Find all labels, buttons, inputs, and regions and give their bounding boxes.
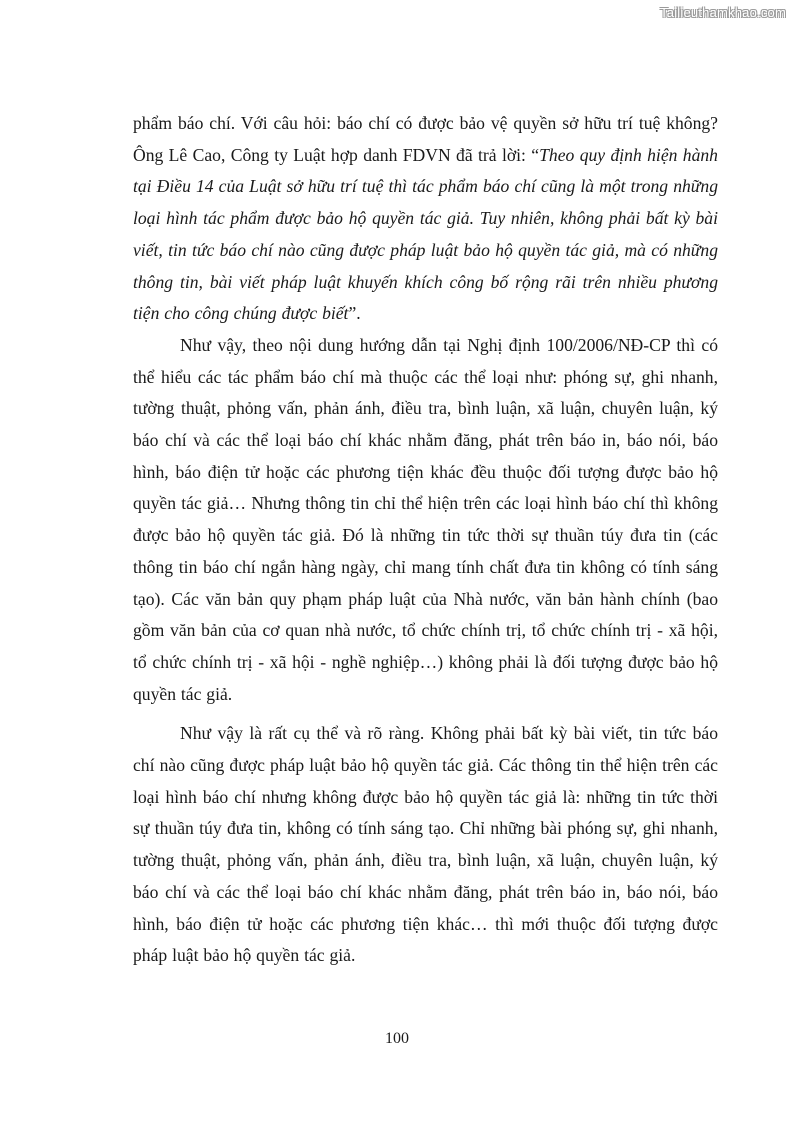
paragraph-2: Như vậy, theo nội dung hướng dẫn tại Nghị định 100/2006/NĐ-CP thì có thể hiểu các tác phẩm báo chí mà thuộc các thể loại như: phóng sự, ghi nhanh, tường thuật, phỏng vấn, phản ánh, điều tra, bình luận, xã luận, chuyên luận, ký báo chí và các thể loại báo chí khác nhằm đăng, phát trên báo in, báo nói, báo hình, báo điện tử hoặc các phương tiện khác đều thuộc đối tượng được bảo hộ quyền tác giả… Nhưng thông tin chỉ thể hiện trên các loại hình báo chí thì không được bảo hộ quyền tác giả. Đó là những tin tức thời sự thuần túy đưa tin (các thông tin báo chí ngắn hàng ngày, chỉ mang tính chất đưa tin không có tính sáng tạo). Các văn bản quy phạm pháp luật của Nhà nước, văn bản hành chính (bao gồm văn bản của cơ quan nhà nước, tổ chức chính trị, tổ chức chính trị - xã hội, tổ chức chính trị - xã hội - nghề nghiệp…) không phải là đối tượng được bảo hộ quyền tác giả.: [133, 334, 718, 704]
page-number: 100: [385, 1030, 409, 1047]
paragraph-1: [133, 108, 718, 330]
paragraph-1-quote: Theo quy định hiện hành tại Điều 14 của Luật sở hữu trí tuệ thì tác phẩm báo chí cũng là một trong những loại hình tác phẩm được bảo hộ quyền tác giả. Tuy nhiên, không phải bất kỳ bài viết, tin tức báo chí nào cũng được pháp luật bảo hộ quyền tác giả, mà có những thông tin, bài viết pháp luật khuyến khích công bố rộng rãi trên nhiều phương tiện cho công chúng được biết: [133, 144, 718, 324]
paragraph-1-lead: phẩm báo chí. Với câu hỏi: báo chí có được bảo vệ quyền sở hữu trí tuệ không? Ông Lê Cao, Công ty Luật hợp danh FDVN đã trả lời: “: [133, 113, 718, 165]
paragraph-1-tail: ”.: [348, 303, 361, 324]
watermark-text: Tailieuthamkhao.com: [660, 5, 786, 20]
paragraph-3: Như vậy là rất cụ thể và rõ ràng. Không phải bất kỳ bài viết, tin tức báo chí nào cũng được pháp luật bảo hộ quyền tác giả. Các thông tin thể hiện trên các loại hình báo chí nhưng không được bảo hộ quyền tác giả là: những tin tức thời sự thuần túy đưa tin, không có tính sáng tạo. Chỉ những bài phóng sự, ghi nhanh, tường thuật, phỏng vấn, phản ánh, điều tra, bình luận, xã luận, chuyên luận, ký báo chí và các thể loại báo chí khác nhằm đăng, phát trên báo in, báo nói, báo hình, báo điện tử hoặc các phương tiện khác… thì mới thuộc đối tượng được pháp luật bảo hộ quyền tác giả.: [133, 723, 718, 966]
document-body: [133, 108, 718, 972]
